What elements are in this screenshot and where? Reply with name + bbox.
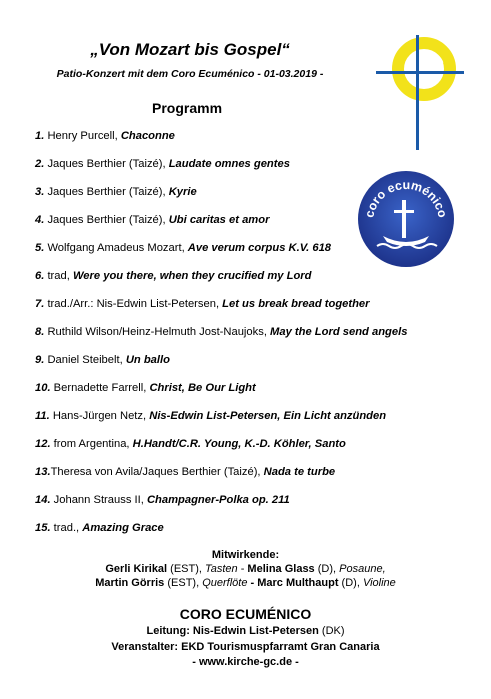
website-line: - www.kirche-gc.de - (192, 656, 299, 668)
item-composer: Wolfgang Amadeus Mozart, (47, 242, 188, 254)
item-composer: Johann Strauss II, (53, 494, 147, 506)
performer-country: (D), (314, 563, 340, 575)
program-item (35, 122, 407, 150)
item-composer: Jaques Berthier (Taizé), (47, 214, 169, 226)
item-number: 5. (35, 242, 45, 254)
program-item (35, 206, 407, 234)
item-composer: trad./Arr.: Nis-Edwin List-Petersen, (47, 298, 223, 310)
item-number: 7. (35, 298, 45, 310)
item-composer: Theresa von Avila/Jaques Berthier (Taizé), (50, 466, 264, 478)
footer-block (0, 624, 491, 671)
item-composer: Jaques Berthier (Taizé), (47, 158, 169, 170)
item-composer: from Argentina, (53, 438, 133, 450)
item-piece: Christ, Be Our Light (149, 382, 256, 394)
program-item (35, 430, 407, 458)
item-composer: trad, (47, 270, 73, 282)
item-composer: Ruthild Wilson/Heinz-Helmuth Jost-Naujoks, (47, 326, 271, 338)
leader-line (0, 624, 491, 640)
item-piece: Chaconne (120, 130, 175, 142)
item-piece: Laudate omnes gentes (168, 158, 290, 170)
choir-name: CORO ECUMÉNICO (179, 606, 312, 622)
coro-ecumenico-logo (357, 170, 455, 268)
item-piece: May the Lord send angels (270, 326, 408, 338)
concert-subtitle: Patio-Konzert mit dem Coro Ecuménico - 01-03.2019 - (56, 68, 324, 80)
program-item (35, 178, 407, 206)
item-piece: H.Handt/C.R. Young, K.-D. Köhler, Santo (132, 438, 346, 450)
item-number: 10. (35, 382, 51, 394)
performer-country: (D), (338, 577, 363, 589)
performers-line-2 (0, 576, 491, 590)
item-number: 6. (35, 270, 45, 282)
program-item (35, 150, 407, 178)
performer-name: Marc Multhaupt (257, 577, 339, 589)
item-composer: Henry Purcell, (47, 130, 121, 142)
item-number: 1. (35, 130, 45, 142)
logo-text: coro ecuménico (362, 177, 450, 219)
program-list (35, 122, 407, 542)
item-piece: Nada te turbe (263, 466, 336, 478)
program-heading: Programm (152, 100, 223, 116)
program-item (35, 402, 407, 430)
item-number: 9. (35, 354, 45, 366)
item-piece: Amazing Grace (82, 522, 164, 534)
program-item (35, 486, 407, 514)
program-item (35, 458, 407, 486)
item-number: 2. (35, 158, 45, 170)
item-piece: Let us break bread together (222, 298, 370, 310)
item-composer: Daniel Steibelt, (47, 354, 126, 366)
item-number: 15. (35, 522, 51, 534)
program-item (35, 234, 407, 262)
performer-role: Querflöte (202, 577, 248, 589)
concert-title: „Von Mozart bis Gospel“ (90, 40, 290, 59)
item-composer: trad., (53, 522, 83, 534)
item-number: 14. (35, 494, 51, 506)
item-piece: Nis-Edwin List-Petersen, Ein Licht anzünden (149, 410, 387, 422)
performer-name: Melina Glass (247, 563, 315, 575)
program-item (35, 262, 407, 290)
item-piece: Kyrie (168, 186, 197, 198)
program-item (35, 318, 407, 346)
performers-block (0, 548, 491, 590)
performer-country: (EST), (164, 577, 203, 589)
item-number: 11. (35, 410, 50, 422)
program-item (35, 346, 407, 374)
separator: - (237, 563, 248, 575)
organizer-line: Veranstalter: EKD Tourismuspfarramt Gran Canaria (111, 640, 380, 653)
separator: - (247, 577, 258, 589)
item-number: 4. (35, 214, 45, 226)
leader-label: Leitung: Nis-Edwin List-Petersen (146, 625, 319, 637)
performer-name: Martin Görris (95, 577, 165, 589)
item-piece: Champagner-Polka op. 211 (146, 494, 290, 506)
item-composer: Bernadette Farrell, (53, 382, 150, 394)
performer-role: Violine (362, 577, 396, 589)
performers-line-1 (0, 562, 491, 576)
program-item (35, 514, 407, 542)
item-piece: Ave verum corpus K.V. 618 (187, 242, 332, 254)
performer-role: Tasten (205, 563, 238, 575)
item-number: 12. (35, 438, 51, 450)
item-piece: Un ballo (125, 354, 170, 366)
performers-heading: Mitwirkende: (211, 549, 280, 561)
performer-role: Posaune, (339, 563, 386, 575)
ekd-cross-logo (372, 35, 468, 150)
item-composer: Hans-Jürgen Netz, (52, 410, 150, 422)
item-number: 3. (35, 186, 45, 198)
performer-name: Gerli Kirikal (105, 563, 168, 575)
program-item (35, 374, 407, 402)
item-piece: Were you there, when they crucified my Lord (72, 270, 312, 282)
program-item (35, 290, 407, 318)
cross-vertical (416, 35, 419, 150)
performer-country: (EST), (167, 563, 206, 575)
item-piece: Ubi caritas et amor (168, 214, 270, 226)
item-composer: Jaques Berthier (Taizé), (47, 186, 169, 198)
leader-country: (DK) (318, 625, 345, 637)
cross-horizontal (376, 71, 464, 74)
item-number: 13. (35, 466, 51, 478)
item-number: 8. (35, 326, 45, 338)
